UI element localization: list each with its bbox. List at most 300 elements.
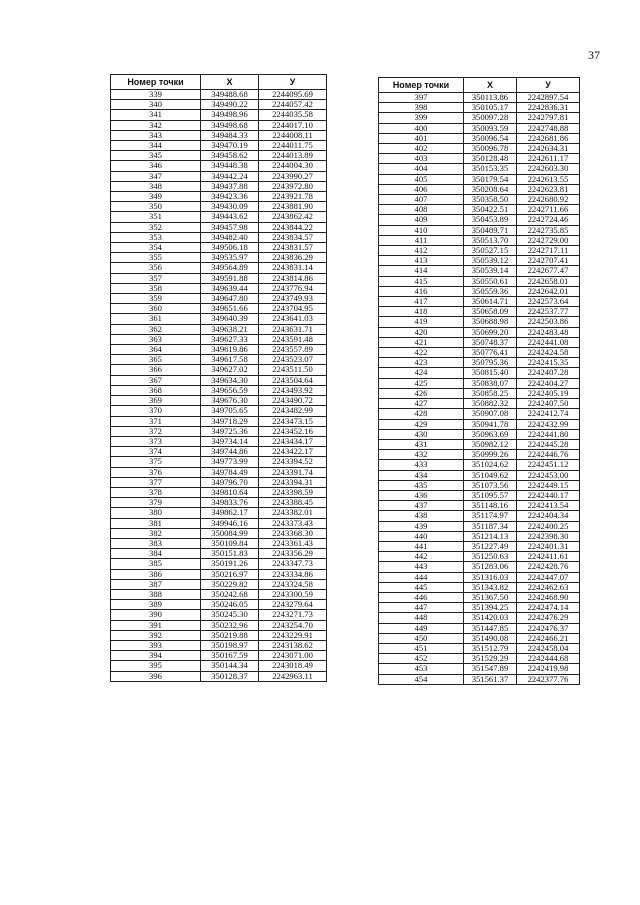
point-number-cell: 382 [111, 528, 201, 538]
point-number-cell: 422 [379, 348, 464, 358]
table-row [111, 151, 327, 161]
table-row [111, 253, 327, 263]
table-row [379, 215, 580, 225]
table-row [379, 113, 580, 123]
table-row [379, 205, 580, 215]
x-cell: 349946.16 [201, 518, 259, 528]
x-cell: 350109.84 [201, 538, 259, 548]
x-cell: 350795.36 [464, 358, 517, 368]
x-cell: 350358.50 [464, 195, 517, 205]
point-number-cell: 380 [111, 508, 201, 518]
x-cell: 350999.26 [464, 450, 517, 460]
y-cell: 2242677.47 [517, 266, 580, 276]
point-number-cell: 377 [111, 477, 201, 487]
point-number-cell: 367 [111, 375, 201, 385]
x-cell: 351547.89 [464, 664, 517, 674]
point-number-cell: 402 [379, 144, 464, 154]
x-cell: 350084.99 [201, 528, 259, 538]
point-number-cell: 370 [111, 406, 201, 416]
point-number-cell: 359 [111, 294, 201, 304]
x-cell: 350232.96 [201, 620, 259, 630]
y-cell: 2242407.50 [517, 399, 580, 409]
table-row [379, 368, 580, 378]
x-cell: 350513.70 [464, 235, 517, 245]
table-row [379, 572, 580, 582]
table-row [111, 273, 327, 283]
point-number-cell: 350 [111, 202, 201, 212]
x-cell: 350658.09 [464, 307, 517, 317]
y-cell: 2243844.22 [259, 222, 327, 232]
x-cell: 349498.96 [201, 110, 259, 120]
table-row [379, 256, 580, 266]
point-number-cell: 344 [111, 141, 201, 151]
table-row [379, 613, 580, 623]
page-number: 37 [588, 48, 600, 62]
header-point-number: Номер точки [111, 75, 201, 90]
point-number-cell: 343 [111, 130, 201, 140]
x-cell: 350815.40 [464, 368, 517, 378]
y-cell: 2242897.54 [517, 93, 580, 103]
point-number-cell: 371 [111, 416, 201, 426]
point-number-cell: 404 [379, 164, 464, 174]
table-row [111, 559, 327, 569]
x-cell: 349564.89 [201, 263, 259, 273]
point-number-cell: 360 [111, 304, 201, 314]
y-cell: 2243482.99 [259, 406, 327, 416]
y-cell: 2243382.01 [259, 508, 327, 518]
header-y: У [517, 78, 580, 93]
x-cell: 349498.68 [201, 120, 259, 130]
table-row [111, 243, 327, 253]
x-cell: 349676.30 [201, 396, 259, 406]
table-row [379, 552, 580, 562]
table-row [379, 623, 580, 633]
y-cell: 2242411.61 [517, 552, 580, 562]
table-row [379, 246, 580, 256]
table-row [111, 630, 327, 640]
table-row [111, 610, 327, 620]
x-cell: 349647.80 [201, 294, 259, 304]
point-number-cell: 401 [379, 133, 464, 143]
point-number-cell: 368 [111, 385, 201, 395]
point-number-cell: 392 [111, 630, 201, 640]
table-row [379, 521, 580, 531]
point-number-cell: 385 [111, 559, 201, 569]
x-cell: 350688.98 [464, 317, 517, 327]
point-number-cell: 356 [111, 263, 201, 273]
y-cell: 2243511.50 [259, 365, 327, 375]
x-cell: 350422.51 [464, 205, 517, 215]
x-cell: 351561.37 [464, 674, 517, 684]
y-cell: 2242474.14 [517, 603, 580, 613]
y-cell: 2242623.81 [517, 184, 580, 194]
table-row [111, 334, 327, 344]
y-cell: 2243834.57 [259, 232, 327, 242]
table-row [379, 388, 580, 398]
x-cell: 351095.57 [464, 490, 517, 500]
y-cell: 2242611.17 [517, 154, 580, 164]
x-cell: 349506.18 [201, 243, 259, 253]
y-cell: 2244008.11 [259, 130, 327, 140]
point-number-cell: 365 [111, 355, 201, 365]
point-number-cell: 440 [379, 531, 464, 541]
y-cell: 2244035.58 [259, 110, 327, 120]
point-number-cell: 353 [111, 232, 201, 242]
table-row [379, 541, 580, 551]
point-number-cell: 389 [111, 600, 201, 610]
table-row [379, 531, 580, 541]
table-row [379, 592, 580, 602]
table-row [379, 409, 580, 419]
point-number-cell: 352 [111, 222, 201, 232]
point-number-cell: 373 [111, 436, 201, 446]
x-cell: 351283.06 [464, 562, 517, 572]
point-number-cell: 409 [379, 215, 464, 225]
y-cell: 2243831.14 [259, 263, 327, 273]
y-cell: 2243591.48 [259, 334, 327, 344]
y-cell: 2243229.91 [259, 630, 327, 640]
point-number-cell: 449 [379, 623, 464, 633]
y-cell: 2243776.94 [259, 283, 327, 293]
x-cell: 349734.14 [201, 436, 259, 446]
table-row [111, 110, 327, 120]
table-row [111, 416, 327, 426]
point-number-cell: 372 [111, 426, 201, 436]
y-cell: 2242963.11 [259, 671, 327, 681]
y-cell: 2242476.29 [517, 613, 580, 623]
point-number-cell: 378 [111, 487, 201, 497]
x-cell: 350128.37 [201, 671, 259, 681]
point-number-cell: 424 [379, 368, 464, 378]
table-row [379, 490, 580, 500]
table-header-row [111, 75, 327, 90]
x-cell: 350208.64 [464, 184, 517, 194]
point-number-cell: 405 [379, 174, 464, 184]
y-cell: 2242404.27 [517, 378, 580, 388]
table-header-row [379, 78, 580, 93]
point-number-cell: 410 [379, 225, 464, 235]
x-cell: 350096.54 [464, 133, 517, 143]
table-row [379, 317, 580, 327]
x-cell: 351024.62 [464, 460, 517, 470]
point-number-cell: 429 [379, 419, 464, 429]
table-row [111, 263, 327, 273]
x-cell: 349718.29 [201, 416, 259, 426]
point-number-cell: 427 [379, 399, 464, 409]
point-number-cell: 441 [379, 541, 464, 551]
x-cell: 350096.78 [464, 144, 517, 154]
y-cell: 2242680.92 [517, 195, 580, 205]
table-row [111, 294, 327, 304]
table-row [111, 375, 327, 385]
y-cell: 2242466.21 [517, 633, 580, 643]
point-number-cell: 451 [379, 643, 464, 653]
point-number-cell: 395 [111, 661, 201, 671]
y-cell: 2243394.52 [259, 457, 327, 467]
y-cell: 2243504.64 [259, 375, 327, 385]
x-cell: 349591.88 [201, 273, 259, 283]
table-row [111, 171, 327, 181]
y-cell: 2243523.07 [259, 355, 327, 365]
point-number-cell: 349 [111, 192, 201, 202]
x-cell: 350097.28 [464, 113, 517, 123]
point-number-cell: 357 [111, 273, 201, 283]
point-number-cell: 439 [379, 521, 464, 531]
x-cell: 350153.35 [464, 164, 517, 174]
table-row [111, 508, 327, 518]
table-row [111, 130, 327, 140]
point-number-cell: 362 [111, 324, 201, 334]
y-cell: 2242428.76 [517, 562, 580, 572]
x-cell: 350699.20 [464, 327, 517, 337]
table-row [379, 429, 580, 439]
x-cell: 350216.97 [201, 569, 259, 579]
point-number-cell: 400 [379, 123, 464, 133]
point-number-cell: 448 [379, 613, 464, 623]
point-number-cell: 376 [111, 467, 201, 477]
x-cell: 350219.88 [201, 630, 259, 640]
x-cell: 349796.70 [201, 477, 259, 487]
point-number-cell: 445 [379, 582, 464, 592]
x-cell: 350128.48 [464, 154, 517, 164]
x-cell: 351187.34 [464, 521, 517, 531]
table-row [111, 426, 327, 436]
table-row [379, 133, 580, 143]
y-cell: 2243422.17 [259, 447, 327, 457]
y-cell: 2242735.85 [517, 225, 580, 235]
point-number-cell: 454 [379, 674, 464, 684]
point-number-cell: 453 [379, 664, 464, 674]
x-cell: 351174.97 [464, 511, 517, 521]
coordinates-table-left [110, 74, 327, 682]
x-cell: 351343.82 [464, 582, 517, 592]
x-cell: 350614.71 [464, 297, 517, 307]
y-cell: 2242642.01 [517, 286, 580, 296]
y-cell: 2242432.99 [517, 419, 580, 429]
x-cell: 350229.82 [201, 579, 259, 589]
table-row [111, 589, 327, 599]
table-row [111, 192, 327, 202]
x-cell: 350858.25 [464, 388, 517, 398]
point-number-cell: 452 [379, 654, 464, 664]
point-number-cell: 369 [111, 396, 201, 406]
table-row [379, 439, 580, 449]
y-cell: 2243831.57 [259, 243, 327, 253]
table-row [111, 232, 327, 242]
y-cell: 2242401.31 [517, 541, 580, 551]
point-number-cell: 387 [111, 579, 201, 589]
y-cell: 2243254.70 [259, 620, 327, 630]
y-cell: 2242453.00 [517, 470, 580, 480]
table-row [379, 164, 580, 174]
point-number-cell: 375 [111, 457, 201, 467]
point-number-cell: 434 [379, 470, 464, 480]
y-cell: 2243641.03 [259, 314, 327, 324]
table-row [379, 195, 580, 205]
y-cell: 2243018.49 [259, 661, 327, 671]
y-cell: 2243862.42 [259, 212, 327, 222]
x-cell: 349448.38 [201, 161, 259, 171]
y-cell: 2243704.95 [259, 304, 327, 314]
table-row [379, 276, 580, 286]
header-x: X [464, 78, 517, 93]
table-row [111, 671, 327, 681]
point-number-cell: 358 [111, 283, 201, 293]
x-cell: 350191.26 [201, 559, 259, 569]
table-row [379, 337, 580, 347]
y-cell: 2242658.01 [517, 276, 580, 286]
x-cell: 350113.86 [464, 93, 517, 103]
table-row [111, 324, 327, 334]
table-row [111, 355, 327, 365]
point-number-cell: 399 [379, 113, 464, 123]
header-point-number: Номер точки [379, 78, 464, 93]
point-number-cell: 339 [111, 90, 201, 100]
x-cell: 349619.86 [201, 345, 259, 355]
y-cell: 2242407.28 [517, 368, 580, 378]
y-cell: 2242603.30 [517, 164, 580, 174]
y-cell: 2243347.73 [259, 559, 327, 569]
table-row [379, 286, 580, 296]
y-cell: 2242445.28 [517, 439, 580, 449]
y-cell: 2243972.80 [259, 181, 327, 191]
point-number-cell: 384 [111, 549, 201, 559]
y-cell: 2242412.74 [517, 409, 580, 419]
point-number-cell: 341 [111, 110, 201, 120]
point-number-cell: 433 [379, 460, 464, 470]
table-row [379, 582, 580, 592]
x-cell: 349810.64 [201, 487, 259, 497]
table-row [111, 100, 327, 110]
y-cell: 2242413.54 [517, 501, 580, 511]
point-number-cell: 391 [111, 620, 201, 630]
y-cell: 2244004.30 [259, 161, 327, 171]
table-row [111, 406, 327, 416]
y-cell: 2243493.92 [259, 385, 327, 395]
table-row [111, 549, 327, 559]
table-row [379, 470, 580, 480]
table-row [111, 579, 327, 589]
point-number-cell: 348 [111, 181, 201, 191]
y-cell: 2242449.15 [517, 480, 580, 490]
point-number-cell: 437 [379, 501, 464, 511]
point-number-cell: 347 [111, 171, 201, 181]
table-row [379, 460, 580, 470]
table-row [379, 399, 580, 409]
x-cell: 351529.29 [464, 654, 517, 664]
y-cell: 2242797.81 [517, 113, 580, 123]
y-cell: 2242440.17 [517, 490, 580, 500]
x-cell: 349651.66 [201, 304, 259, 314]
table-row [379, 225, 580, 235]
y-cell: 2243749.93 [259, 294, 327, 304]
x-cell: 350838.07 [464, 378, 517, 388]
table-row [111, 600, 327, 610]
x-cell: 349470.19 [201, 141, 259, 151]
x-cell: 351490.08 [464, 633, 517, 643]
y-cell: 2243271.73 [259, 610, 327, 620]
x-cell: 350144.34 [201, 661, 259, 671]
table-row [111, 477, 327, 487]
table-row [379, 144, 580, 154]
x-cell: 349423.36 [201, 192, 259, 202]
point-number-cell: 388 [111, 589, 201, 599]
table-row [111, 498, 327, 508]
table-row [379, 480, 580, 490]
x-cell: 349484.33 [201, 130, 259, 140]
point-number-cell: 430 [379, 429, 464, 439]
point-number-cell: 444 [379, 572, 464, 582]
table-row [379, 603, 580, 613]
y-cell: 2244017.10 [259, 120, 327, 130]
point-number-cell: 381 [111, 518, 201, 528]
x-cell: 351316.03 [464, 572, 517, 582]
x-cell: 350489.71 [464, 225, 517, 235]
y-cell: 2244013.89 [259, 151, 327, 161]
table-row [111, 396, 327, 406]
point-number-cell: 386 [111, 569, 201, 579]
point-number-cell: 415 [379, 276, 464, 286]
x-cell: 350982.12 [464, 439, 517, 449]
point-number-cell: 379 [111, 498, 201, 508]
table-row [111, 385, 327, 395]
point-number-cell: 383 [111, 538, 201, 548]
y-cell: 2243356.29 [259, 549, 327, 559]
table-row [379, 633, 580, 643]
table-row [111, 304, 327, 314]
point-number-cell: 354 [111, 243, 201, 253]
x-cell: 350179.54 [464, 174, 517, 184]
y-cell: 2242447.07 [517, 572, 580, 582]
x-cell: 349640.39 [201, 314, 259, 324]
y-cell: 2242711.66 [517, 205, 580, 215]
table-row [111, 467, 327, 477]
point-number-cell: 403 [379, 154, 464, 164]
x-cell: 349535.97 [201, 253, 259, 263]
x-cell: 349725.36 [201, 426, 259, 436]
y-cell: 2243361.43 [259, 538, 327, 548]
x-cell: 349488.68 [201, 90, 259, 100]
x-cell: 351447.85 [464, 623, 517, 633]
table-row [379, 643, 580, 653]
table-row [111, 661, 327, 671]
point-number-cell: 431 [379, 439, 464, 449]
y-cell: 2242451.12 [517, 460, 580, 470]
table-row [379, 562, 580, 572]
y-cell: 2243490.72 [259, 396, 327, 406]
table-row [379, 348, 580, 358]
table-row [379, 123, 580, 133]
table-row [111, 620, 327, 630]
coordinates-table-right [378, 77, 580, 685]
y-cell: 2243373.43 [259, 518, 327, 528]
y-cell: 2243452.16 [259, 426, 327, 436]
table-row [111, 161, 327, 171]
y-cell: 2243300.59 [259, 589, 327, 599]
point-number-cell: 416 [379, 286, 464, 296]
table-row [379, 674, 580, 684]
y-cell: 2242483.48 [517, 327, 580, 337]
y-cell: 2242717.11 [517, 246, 580, 256]
x-cell: 349430.09 [201, 202, 259, 212]
y-cell: 2242634.31 [517, 144, 580, 154]
table-row [111, 212, 327, 222]
y-cell: 2243631.71 [259, 324, 327, 334]
y-cell: 2242613.55 [517, 174, 580, 184]
y-cell: 2242468.90 [517, 592, 580, 602]
y-cell: 2242476.37 [517, 623, 580, 633]
point-number-cell: 411 [379, 235, 464, 245]
